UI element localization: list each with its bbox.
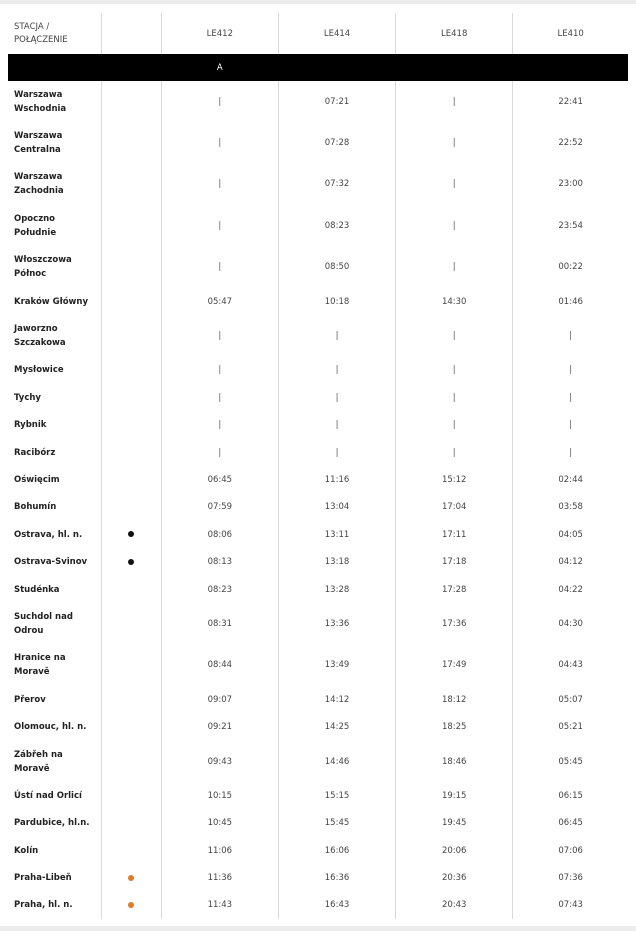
- station-name-line: Studénka: [14, 584, 60, 595]
- orange-dot-icon: [128, 875, 134, 881]
- marker-cell: [101, 205, 161, 246]
- departure-time: 22:52: [513, 122, 628, 163]
- departure-time: 05:47: [161, 288, 278, 315]
- marker-cell: [101, 686, 161, 713]
- marker-cell: [101, 315, 161, 356]
- marker-cell: [101, 576, 161, 603]
- marker-cell: [101, 603, 161, 644]
- departure-time: 06:45: [161, 466, 278, 493]
- marker-cell: [101, 384, 161, 411]
- table-row: [8, 412, 628, 439]
- table-row: [8, 892, 628, 919]
- departure-time: 04:12: [513, 548, 628, 575]
- station-name-line: Zachodnia: [14, 186, 64, 197]
- station-header-line: POŁĄCZENIE: [14, 34, 68, 45]
- departure-time: 13:36: [278, 603, 395, 644]
- station-name-line: Ostrava, hl. n.: [14, 529, 83, 540]
- station-name-line: Opoczno: [14, 213, 56, 224]
- table-row: [8, 247, 628, 288]
- departure-time: 07:59: [161, 494, 278, 521]
- departure-time: 20:36: [396, 864, 513, 891]
- pass-through-marker: |: [161, 122, 278, 163]
- station-name: [8, 412, 101, 439]
- table-row: [8, 810, 628, 837]
- station-name: [8, 548, 101, 575]
- train-column-header: LE412: [161, 13, 278, 54]
- departure-time: 15:45: [278, 810, 395, 837]
- departure-time: 17:49: [396, 645, 513, 686]
- table-row: [8, 494, 628, 521]
- station-name-line: Oświęcim: [14, 474, 60, 485]
- header-row: [8, 13, 628, 54]
- table-row: [8, 645, 628, 686]
- table-row: [8, 164, 628, 205]
- departure-time: 07:32: [278, 164, 395, 205]
- departure-time: 13:18: [278, 548, 395, 575]
- marker-cell: [101, 713, 161, 740]
- pass-through-marker: |: [513, 412, 628, 439]
- pass-through-marker: |: [278, 439, 395, 466]
- departure-time: 16:43: [278, 892, 395, 919]
- pass-through-marker: |: [513, 439, 628, 466]
- table-row: [8, 288, 628, 315]
- pass-through-marker: |: [161, 247, 278, 288]
- timetable-sheet: [0, 4, 636, 926]
- marker-cell: [101, 164, 161, 205]
- table-row: [8, 439, 628, 466]
- station-name-line: Jaworzno: [14, 324, 58, 335]
- departure-time: 13:49: [278, 645, 395, 686]
- table-row: [8, 576, 628, 603]
- departure-time: 22:41: [513, 81, 628, 122]
- station-name-line: Bohumín: [14, 502, 57, 513]
- station-name: [8, 892, 101, 919]
- departure-time: 06:45: [513, 810, 628, 837]
- pass-through-marker: |: [396, 439, 513, 466]
- departure-time: 16:36: [278, 864, 395, 891]
- station-name: [8, 810, 101, 837]
- departure-time: 10:15: [161, 782, 278, 809]
- pass-through-marker: |: [278, 315, 395, 356]
- table-row: [8, 548, 628, 575]
- station-name: [8, 439, 101, 466]
- pass-through-marker: |: [161, 412, 278, 439]
- marker-cell: [101, 494, 161, 521]
- station-name-line: Olomouc, hl. n.: [14, 722, 87, 733]
- departure-time: 17:11: [396, 521, 513, 548]
- pass-through-marker: |: [396, 247, 513, 288]
- departure-time: 10:18: [278, 288, 395, 315]
- station-name-line: Południe: [14, 227, 57, 238]
- black-dot-icon: [128, 531, 134, 537]
- marker-cell: [101, 81, 161, 122]
- station-name-line: Ostrava-Svinov: [14, 557, 88, 568]
- marker-cell: [101, 439, 161, 466]
- departure-time: 11:06: [161, 837, 278, 864]
- pass-through-marker: |: [161, 81, 278, 122]
- station-name-line: Praha, hl. n.: [14, 900, 73, 911]
- pass-through-marker: |: [161, 315, 278, 356]
- pass-through-marker: |: [396, 164, 513, 205]
- marker-cell: [101, 466, 161, 493]
- station-name-line: Włoszczowa: [14, 255, 72, 266]
- train-column-header: LE418: [396, 13, 513, 54]
- marker-cell: [101, 782, 161, 809]
- pass-through-marker: |: [161, 439, 278, 466]
- station-name-line: Přerov: [14, 694, 46, 705]
- table-row: [8, 466, 628, 493]
- departure-time: 18:12: [396, 686, 513, 713]
- departure-time: 14:25: [278, 713, 395, 740]
- station-name-line: Warszawa: [14, 131, 63, 142]
- band-spacer: [8, 54, 161, 81]
- marker-cell: [101, 810, 161, 837]
- departure-time: 14:30: [396, 288, 513, 315]
- station-name-line: Warszawa: [14, 172, 63, 183]
- departure-time: 07:28: [278, 122, 395, 163]
- departure-time: 07:43: [513, 892, 628, 919]
- departure-time: 08:50: [278, 247, 395, 288]
- pass-through-marker: |: [513, 384, 628, 411]
- pass-through-marker: |: [161, 384, 278, 411]
- table-row: [8, 837, 628, 864]
- station-name-line: Pardubice, hl.n.: [14, 818, 90, 829]
- pass-through-marker: |: [161, 164, 278, 205]
- departure-time: 17:36: [396, 603, 513, 644]
- station-header-line: STACJA /: [14, 21, 50, 32]
- departure-time: 11:36: [161, 864, 278, 891]
- orange-dot-icon: [128, 902, 134, 908]
- pass-through-marker: |: [396, 384, 513, 411]
- pass-through-marker: |: [513, 357, 628, 384]
- table-row: [8, 122, 628, 163]
- departure-time: 11:43: [161, 892, 278, 919]
- station-name: [8, 205, 101, 246]
- timetable: [8, 13, 628, 919]
- pass-through-marker: |: [396, 357, 513, 384]
- departure-time: 07:21: [278, 81, 395, 122]
- station-name-line: Północ: [14, 269, 47, 280]
- station-name: [8, 315, 101, 356]
- departure-time: 07:36: [513, 864, 628, 891]
- departure-time: 01:46: [513, 288, 628, 315]
- pass-through-marker: |: [396, 205, 513, 246]
- station-name: [8, 782, 101, 809]
- pass-through-marker: |: [161, 205, 278, 246]
- departure-time: 08:44: [161, 645, 278, 686]
- departure-time: 04:30: [513, 603, 628, 644]
- departure-time: 23:00: [513, 164, 628, 205]
- table-row: [8, 603, 628, 644]
- departure-time: 10:45: [161, 810, 278, 837]
- departure-time: 15:12: [396, 466, 513, 493]
- station-name: [8, 122, 101, 163]
- train-column-header: LE414: [278, 13, 395, 54]
- marker-cell: [101, 357, 161, 384]
- marker-cell: [101, 645, 161, 686]
- station-name-line: Centralna: [14, 145, 61, 156]
- marker-cell: [101, 864, 161, 891]
- departure-time: 13:28: [278, 576, 395, 603]
- departure-time: 16:06: [278, 837, 395, 864]
- table-row: [8, 521, 628, 548]
- band-label: A: [161, 54, 278, 81]
- station-name: [8, 357, 101, 384]
- station-name: [8, 164, 101, 205]
- station-name-line: Moravě: [14, 763, 50, 774]
- station-name: [8, 713, 101, 740]
- departure-time: 15:15: [278, 782, 395, 809]
- marker-cell: [101, 548, 161, 575]
- departure-time: 04:43: [513, 645, 628, 686]
- station-column-header: [8, 13, 101, 54]
- marker-cell: [101, 412, 161, 439]
- station-name-line: Mysłowice: [14, 365, 64, 376]
- departure-time: 17:28: [396, 576, 513, 603]
- marker-cell: [101, 892, 161, 919]
- station-name-line: Moravě: [14, 667, 50, 678]
- departure-time: 20:43: [396, 892, 513, 919]
- table-row: [8, 315, 628, 356]
- departure-time: 05:21: [513, 713, 628, 740]
- section-band: [8, 54, 628, 81]
- station-name: [8, 741, 101, 782]
- departure-time: 08:23: [161, 576, 278, 603]
- pass-through-marker: |: [161, 357, 278, 384]
- departure-time: 14:46: [278, 741, 395, 782]
- station-name-line: Tychy: [14, 392, 41, 403]
- marker-cell: [101, 837, 161, 864]
- departure-time: 18:46: [396, 741, 513, 782]
- table-row: [8, 713, 628, 740]
- departure-time: 02:44: [513, 466, 628, 493]
- pass-through-marker: |: [278, 384, 395, 411]
- departure-time: 08:23: [278, 205, 395, 246]
- departure-time: 00:22: [513, 247, 628, 288]
- departure-time: 13:04: [278, 494, 395, 521]
- pass-through-marker: |: [396, 412, 513, 439]
- station-name: [8, 521, 101, 548]
- departure-time: 20:06: [396, 837, 513, 864]
- departure-time: 14:12: [278, 686, 395, 713]
- table-row: [8, 864, 628, 891]
- departure-time: 08:06: [161, 521, 278, 548]
- departure-time: 05:45: [513, 741, 628, 782]
- departure-time: 04:05: [513, 521, 628, 548]
- table-row: [8, 384, 628, 411]
- departure-time: 06:15: [513, 782, 628, 809]
- station-name: [8, 247, 101, 288]
- table-row: [8, 81, 628, 122]
- departure-time: 03:58: [513, 494, 628, 521]
- departure-time: 17:04: [396, 494, 513, 521]
- marker-cell: [101, 122, 161, 163]
- table-row: [8, 686, 628, 713]
- table-row: [8, 741, 628, 782]
- station-name-line: Kraków Główny: [14, 296, 89, 307]
- departure-time: 07:06: [513, 837, 628, 864]
- table-row: [8, 357, 628, 384]
- departure-time: 04:22: [513, 576, 628, 603]
- station-name-line: Praha-Libeň: [14, 873, 72, 884]
- pass-through-marker: |: [396, 81, 513, 122]
- departure-time: 18:25: [396, 713, 513, 740]
- station-name: [8, 864, 101, 891]
- station-name: [8, 81, 101, 122]
- departure-time: 13:11: [278, 521, 395, 548]
- station-name-line: Wschodnia: [14, 103, 67, 114]
- pass-through-marker: |: [278, 412, 395, 439]
- marker-column-header: [101, 13, 161, 54]
- departure-time: 05:07: [513, 686, 628, 713]
- band-spacer: [278, 54, 628, 81]
- station-name: [8, 645, 101, 686]
- marker-cell: [101, 247, 161, 288]
- departure-time: 11:16: [278, 466, 395, 493]
- station-name: [8, 494, 101, 521]
- departure-time: 19:45: [396, 810, 513, 837]
- station-name-line: Rybnik: [14, 420, 47, 431]
- departure-time: 08:13: [161, 548, 278, 575]
- marker-cell: [101, 741, 161, 782]
- pass-through-marker: |: [278, 357, 395, 384]
- station-name: [8, 576, 101, 603]
- station-name: [8, 288, 101, 315]
- station-name: [8, 466, 101, 493]
- station-name-line: Odrou: [14, 625, 44, 636]
- table-row: [8, 205, 628, 246]
- station-name-line: Kolín: [14, 845, 39, 856]
- station-name-line: Racibórz: [14, 447, 56, 458]
- departure-time: 09:21: [161, 713, 278, 740]
- station-name-line: Hranice na: [14, 653, 66, 664]
- station-name-line: Zábřeh na: [14, 749, 63, 760]
- table-row: [8, 782, 628, 809]
- station-name: [8, 837, 101, 864]
- marker-cell: [101, 521, 161, 548]
- station-name: [8, 384, 101, 411]
- station-name-line: Ústí nad Orlicí: [14, 790, 82, 801]
- departure-time: 19:15: [396, 782, 513, 809]
- black-dot-icon: [128, 559, 134, 565]
- departure-time: 17:18: [396, 548, 513, 575]
- pass-through-marker: |: [396, 315, 513, 356]
- departure-time: 23:54: [513, 205, 628, 246]
- station-name-line: Szczakowa: [14, 338, 66, 349]
- pass-through-marker: |: [513, 315, 628, 356]
- station-name-line: Warszawa: [14, 89, 63, 100]
- marker-cell: [101, 288, 161, 315]
- departure-time: 09:07: [161, 686, 278, 713]
- departure-time: 09:43: [161, 741, 278, 782]
- station-name: [8, 686, 101, 713]
- pass-through-marker: |: [396, 122, 513, 163]
- departure-time: 08:31: [161, 603, 278, 644]
- station-name-line: Suchdol nad: [14, 611, 73, 622]
- station-name: [8, 603, 101, 644]
- timetable-body: [8, 81, 628, 919]
- train-column-header: LE410: [513, 13, 628, 54]
